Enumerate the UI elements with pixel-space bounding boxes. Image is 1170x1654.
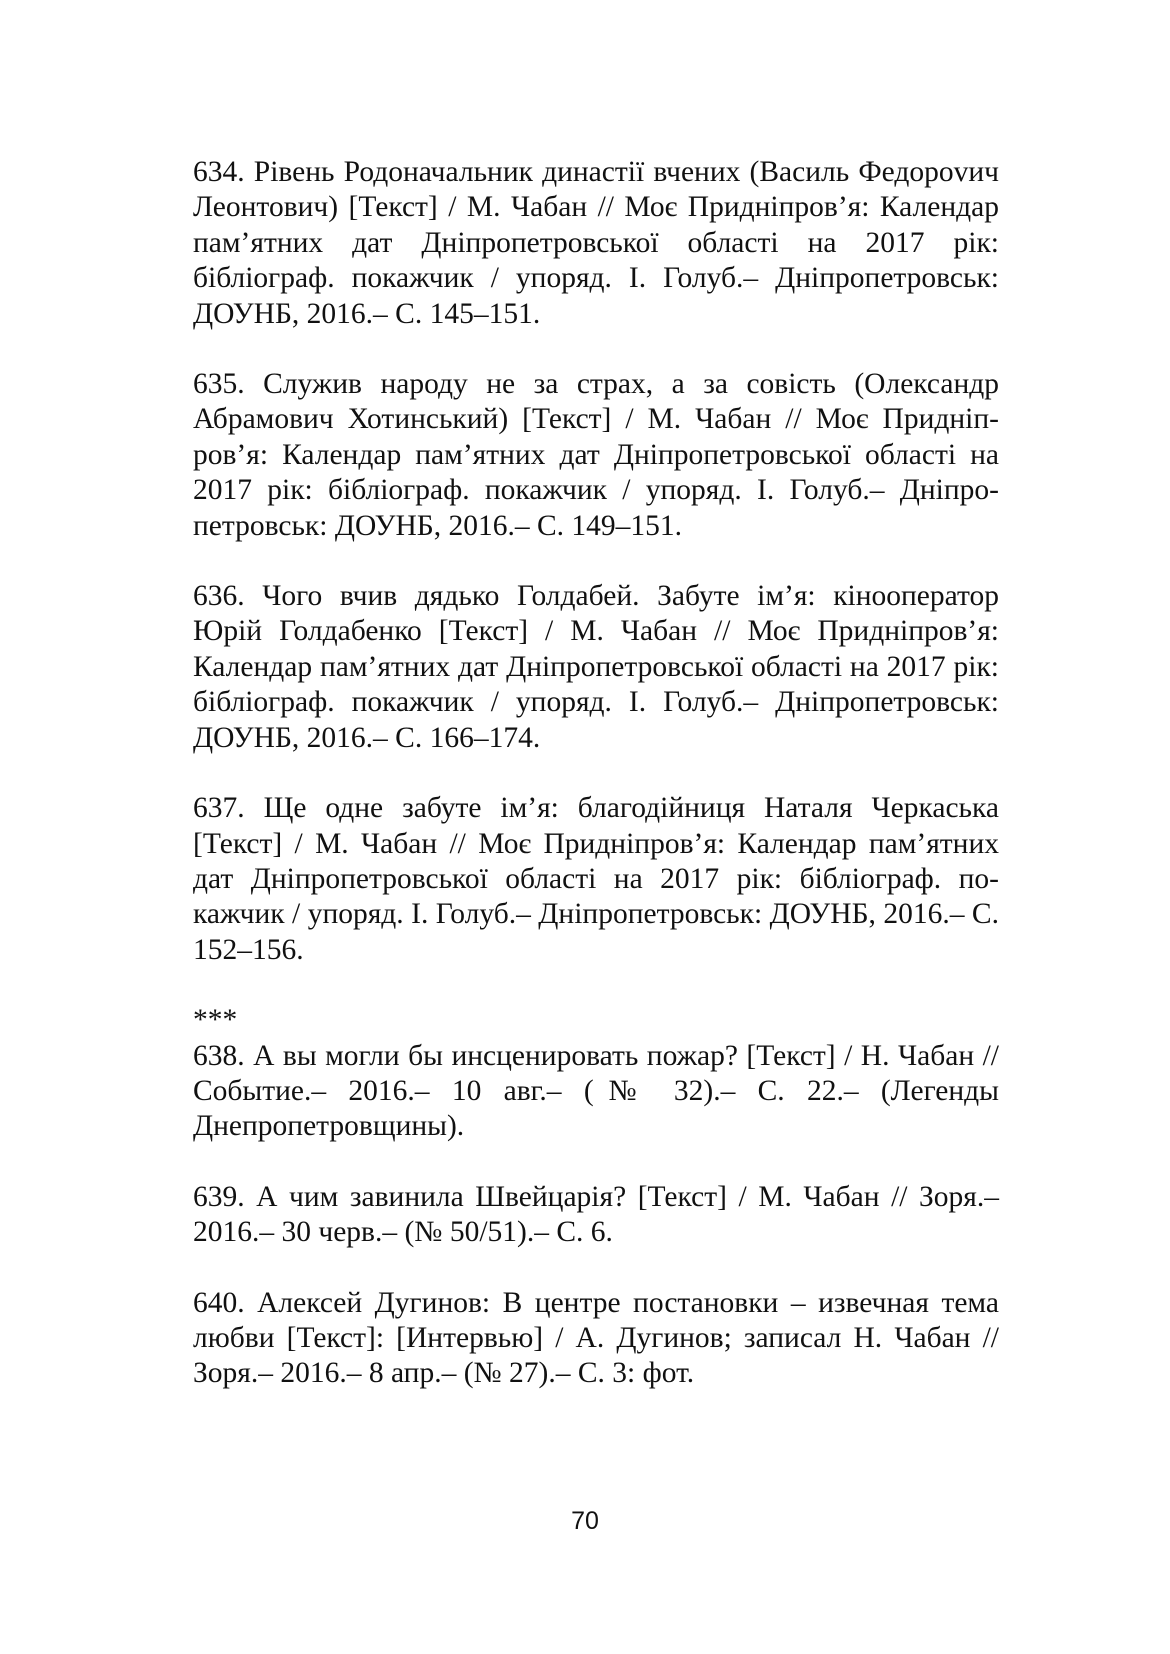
bibliography-entry-635: 635. Служив народу не за страх, а за совість (Олександр Абрамович Хотинський) [Текст] / М. Чабан // Моє Придніпров’я: Календар пам’ятних дат Дніпропетровської області на 2017 рік: бібліограф. покажчик / упоряд. І. Голуб.– Дніпропетровськ: ДОУНБ, 2016.– С. 149–151. bbox=[193, 368, 999, 542]
bibliography-list bbox=[193, 155, 999, 1392]
bibliography-entry-634: 634. Рівень Родоначальник династії вчених (Василь Федороvич Леонтович) [Текст] / М. Чабан // Моє Придніпров’я: Календар пам’ятних дат Дніпропетровської області на 2017 рік: бібліограф. покажчик / упоряд. І. Голуб.– Дніпропетровськ: ДОУНБ, 2016.– С. 145–151. bbox=[193, 156, 999, 330]
bibliography-entry-637: 637. Ще одне забуте ім’я: благодійниця Наталя Черкаська [Текст] / М. Чабан // Моє Придніпров’я: Календар пам’ятних дат Дніпропетровської області на 2017 рік: бібліограф. покажчик / упоряд. І. Голуб.– Дніпропетровськ: ДОУНБ, 2016.– С. 152–156. bbox=[193, 792, 999, 966]
bibliography-entry-638: 638. А вы могли бы инсценировать пожар? [Текст] / Н. Чабан // Событие.– 2016.– 10 авг.– (№ 32).– С. 22.– (Легенды Днепропетровщины). bbox=[193, 1039, 999, 1143]
page-number: 70 bbox=[571, 1507, 599, 1535]
bibliography-entry-639: 639. А чим завинила Швейцарія? [Текст] / М. Чабан // Зоря.– 2016.– 30 черв.– (№ 50/51).– С. 6. bbox=[193, 1180, 999, 1249]
bibliography-entry-636: 636. Чого вчив дядько Голдабей. Забуте ім’я: кінооператор Юрій Голдабенко [Текст] / М. Чабан // Моє Придніпров’я: Календар пам’ятних дат Дніпропетровської області на 2017 рік: бібліограф. покажчик / упоряд. І. Голуб.– Дніпропетровськ: ДОУНБ, 2016.– С. 166–174. bbox=[193, 580, 999, 754]
bibliography-entry-640: 640. Алексей Дугинов: В центре постановки – извечная тема любви [Текст]: [Интервью] / А. Дугинов; записал Н. Чабан // Зоря.– 2016.– 8 апр.– (№ 27).– С. 3: фот. bbox=[193, 1286, 999, 1390]
section-separator: *** bbox=[193, 1004, 238, 1037]
